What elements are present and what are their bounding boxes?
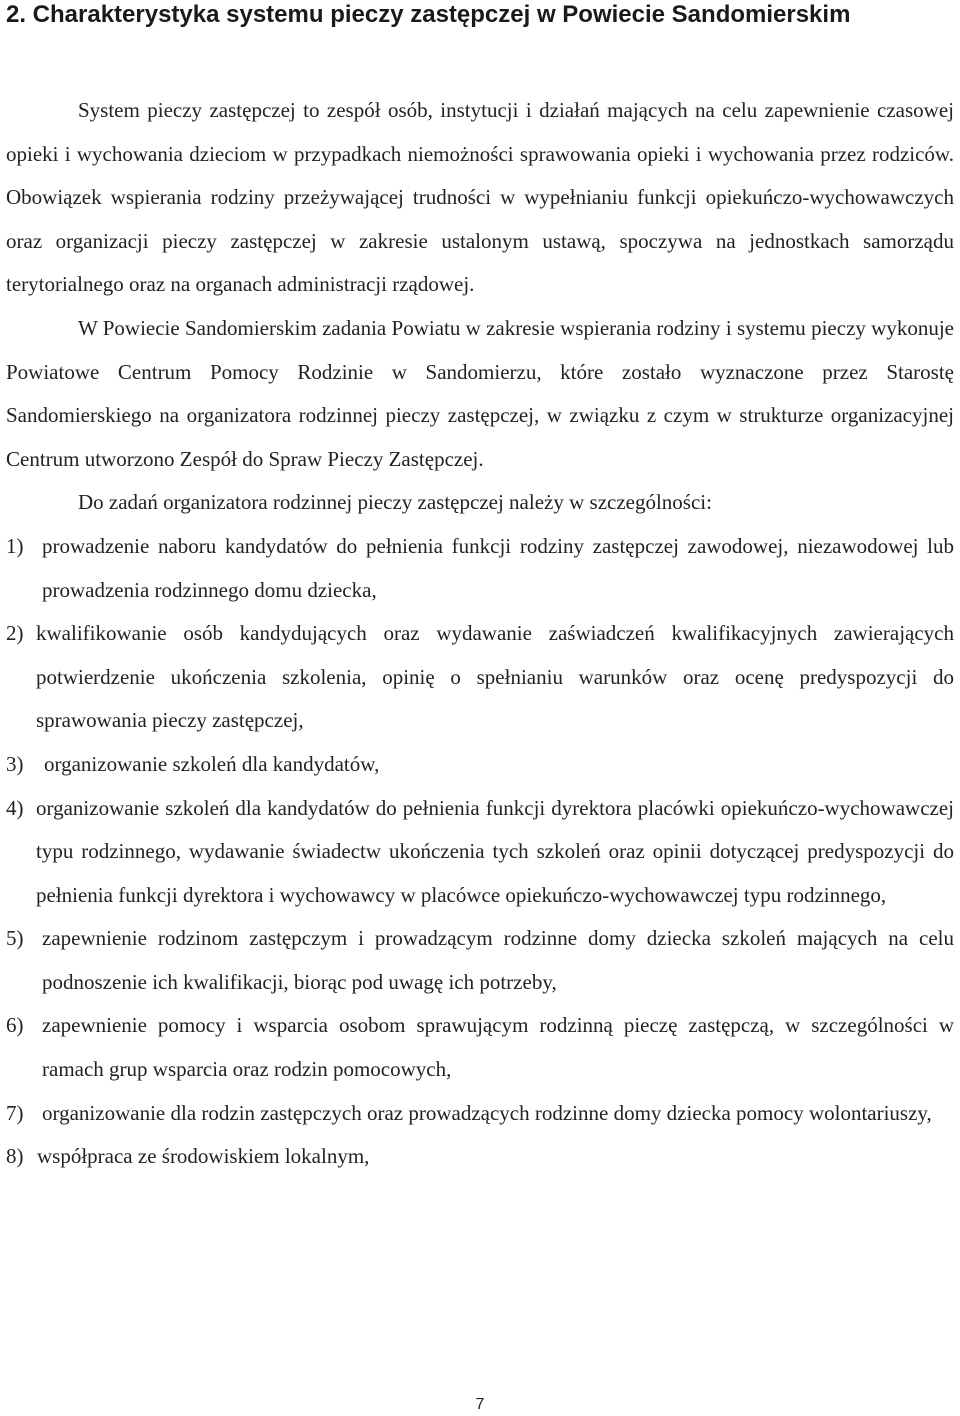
list-item (6, 525, 954, 612)
paragraph-powiat: W Powiecie Sandomierskim zadania Powiatu w zakresie wspierania rodziny i systemu pieczy wykonuje Powiatowe Centrum Pomocy Rodzinie w Sandomierzu, które zostało wyznaczone przez Starostę Sandomierskiego na organizatora rodzinnej pieczy zastępczej, w związku z czym w strukturze organizacyjnej Centrum utworzono Zespół do Spraw Pieczy Zastępczej. (6, 315, 954, 471)
list-item-number: 2) (6, 621, 24, 646)
list-item (6, 1135, 954, 1179)
list-item-number: 4) (6, 795, 24, 820)
paragraph-tasks-lead: Do zadań organizatora rodzinnej pieczy zastępczej należy w szczególności: (78, 490, 712, 515)
list-item-text: organizowanie szkoleń dla kandydatów do pełnienia funkcji dyrektora placówki opiekuńczo-wychowawczej typu rodzinnego, wydawanie świadectw ukończenia tych szkoleń oraz opinii dotyczącej predyspozycji do pełnienia funkcji dyrektora i wychowawcy w placówce opiekuńczo-wychowawczej typu rodzinnego, (36, 795, 954, 907)
list-item-text: zapewnienie pomocy i wsparcia osobom sprawującym rodzinną pieczę zastępczą, w szczególności w ramach grup wsparcia oraz rodzin pomocowych, (42, 1013, 954, 1082)
list-item (6, 612, 954, 743)
list-item-number: 6) (6, 1013, 24, 1038)
paragraph-intro: System pieczy zastępczej to zespół osób, instytucji i działań mających na celu zapewnienie czasowej opieki i wychowania dzieciom w przypadkach niemożności sprawowania opieki i wychowania przez rodziców. Obowiązek wspierania rodziny przeżywającej trudności w wypełnianiu funkcji opiekuńczo-wychowawczych oraz organizacji pieczy zastępczej w zakresie ustalonym ustawą, spoczywa na jednostkach samorządu terytorialnego oraz na organach administracji rządowej. (6, 98, 954, 297)
list-item-text: współpraca ze środowiskiem lokalnym, (37, 1144, 370, 1169)
list-item-number: 1) (6, 533, 24, 558)
list-item-text: organizowanie dla rodzin zastępczych oraz prowadzących rodzinne domy dziecka pomocy wolontariuszy, (42, 1100, 932, 1125)
list-item-number: 7) (6, 1100, 24, 1125)
section-heading: 2. Charakterystyka systemu pieczy zastępczej w Powiecie Sandomierskim (6, 1, 851, 28)
list-item (6, 1004, 954, 1091)
list-item (6, 787, 954, 918)
document-body (6, 89, 954, 1179)
page-number: 7 (475, 1396, 485, 1413)
task-list (6, 525, 954, 1179)
list-item-text: organizowanie szkoleń dla kandydatów, (44, 751, 380, 776)
list-item (6, 1092, 954, 1136)
list-item-number: 3) (6, 751, 24, 776)
list-item-text: prowadzenie naboru kandydatów do pełnienia funkcji rodziny zastępczej zawodowej, niezawodowej lub prowadzenia rodzinnego domu dziecka, (42, 533, 954, 602)
list-item-text: kwalifikowanie osób kandydujących oraz wydawanie zaświadczeń kwalifikacyjnych zawierających potwierdzenie ukończenia szkolenia, opinię o spełnianiu warunków oraz ocenę predyspozycji do sprawowania pieczy zastępczej, (36, 621, 954, 733)
list-item-text: zapewnienie rodzinom zastępczym i prowadzącym rodzinne domy dziecka szkoleń mających na celu podnoszenie ich kwalifikacji, biorąc pod uwagę ich potrzeby, (42, 926, 954, 994)
list-item (6, 917, 954, 1004)
list-item-number: 8) (6, 1144, 24, 1169)
list-item-number: 5) (6, 926, 24, 951)
list-item (6, 743, 954, 787)
